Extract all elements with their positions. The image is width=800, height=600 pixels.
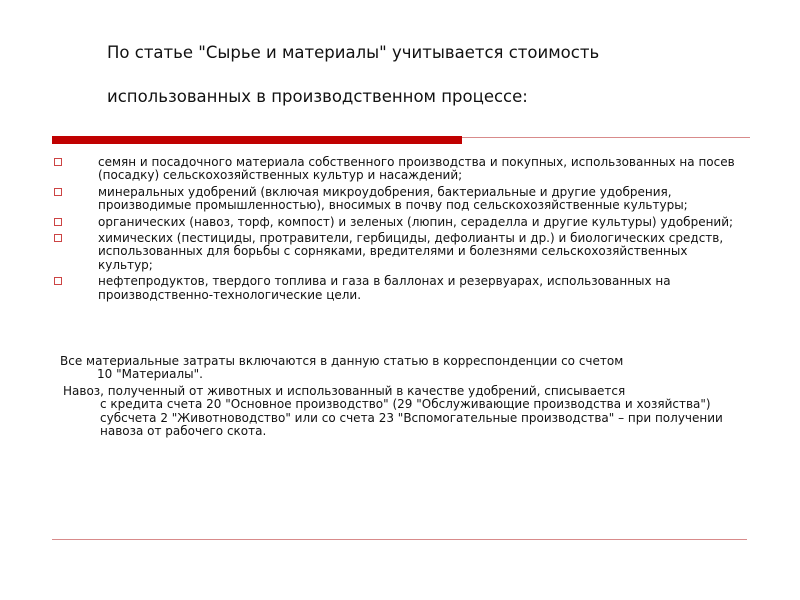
square-bullet-icon — [54, 277, 62, 285]
paragraph-line: Навоз, полученный от животных и использованный в качестве удобрений, списывается — [63, 384, 626, 398]
bullet-text: нефтепродуктов, твердого топлива и газа в баллонах и резервуарах, использованных на производственно-технологические цели. — [98, 274, 671, 302]
square-bullet-icon — [54, 234, 62, 242]
list-item — [52, 232, 742, 272]
paragraph-manure — [63, 385, 750, 439]
slide-title — [107, 20, 767, 130]
accent-bar — [52, 136, 462, 144]
bullet-text: минеральных удобрений (включая микроудобрения, бактериальные и другие удобрения, производимые промышленностью), вносимых в почву под сельскохозяйственные культуры; — [98, 184, 688, 213]
list-item — [52, 216, 742, 229]
square-bullet-icon — [54, 158, 62, 166]
list-item — [52, 275, 742, 302]
title-line-2: использованных в производственном процессе: — [107, 87, 528, 106]
paragraph-continuation: с кредита счета 20 "Основное производство" (29 "Обслуживающие производства и хозяйства") субсчета 2 "Животноводство" или со счета 23 "Вспомогательные производства" – при получении навоза от рабочего скота. — [100, 397, 723, 439]
list-item — [52, 156, 742, 183]
square-bullet-icon — [54, 218, 62, 226]
list-item — [52, 186, 742, 213]
paragraph-materials — [60, 355, 750, 382]
bullet-text: семян и посадочного материала собственного производства и покупных, использованных на посев (посадку) сельскохозяйственных культур и насаждений; — [98, 155, 735, 183]
footer-rule — [52, 539, 747, 540]
paragraph-line: Все материальные затраты включаются в данную статью в корреспонденции со счетом — [60, 354, 624, 368]
bullet-list — [52, 156, 742, 305]
square-bullet-icon — [54, 188, 62, 196]
title-line-1: По статье "Сырье и материалы" учитывается стоимость — [107, 43, 600, 62]
paragraph-continuation: 10 "Материалы". — [97, 367, 203, 382]
bullet-text: органических (навоз, торф, компост) и зеленых (люпин, сераделла и другие культуры) удобрений; — [98, 214, 734, 229]
bullet-text: химических (пестициды, протравители, гербициды, дефолианты и др.) и биологических средств, использованных для борьбы с сорняками, вредителями и болезнями сельскохозяйственных культур; — [98, 231, 724, 272]
